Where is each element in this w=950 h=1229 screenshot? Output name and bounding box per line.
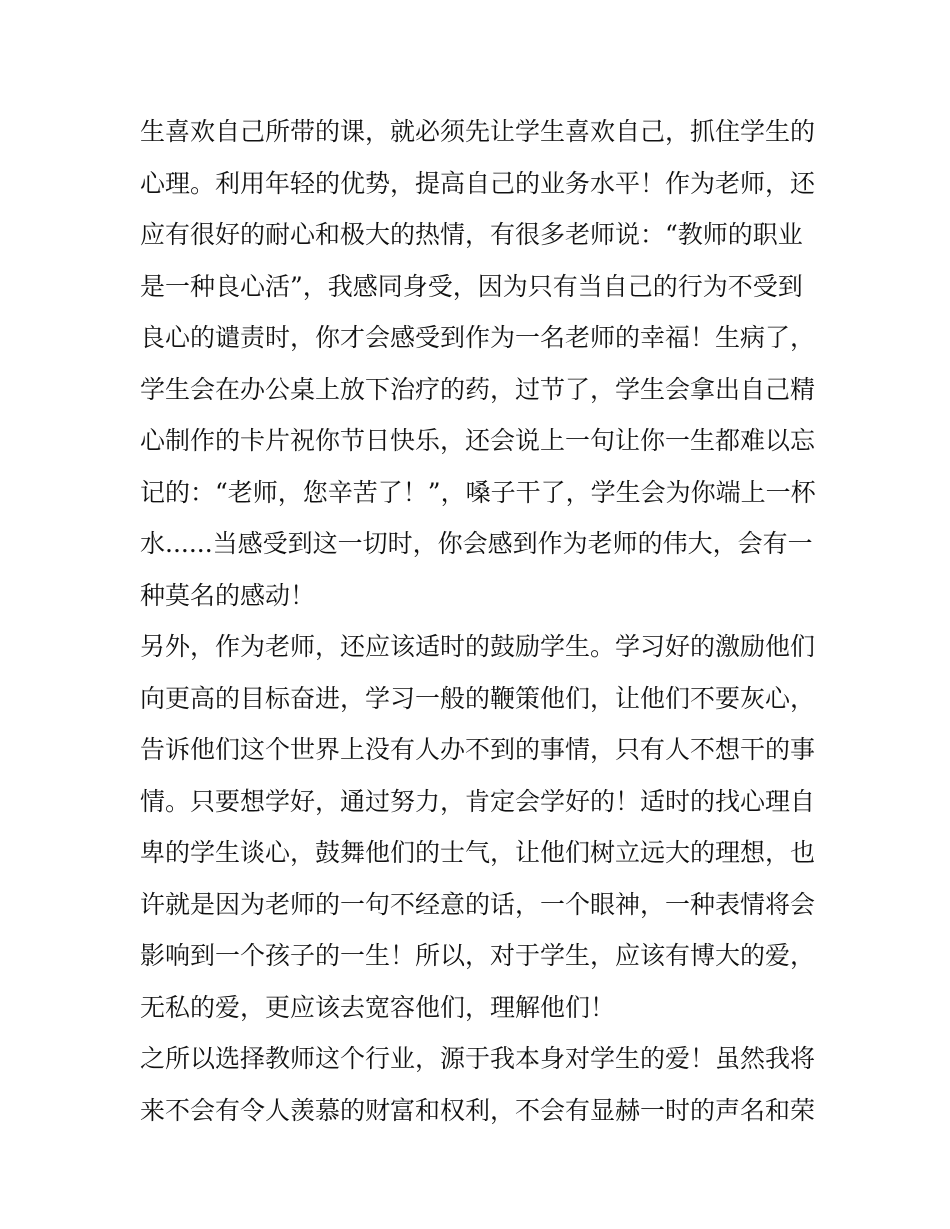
- text-line: 应有很好的耐心和极大的热情，有很多老师说：“教师的职业: [140, 220, 803, 249]
- text-line: 学生会在办公桌上放下治疗的药，过节了，学生会拿出自己精: [140, 374, 816, 404]
- text-line: 心制作的卡片祝你节日快乐，还会说上一句让你一生都难以忘: [140, 426, 816, 455]
- text-line: 卑的学生谈心，鼓舞他们的士气，让他们树立远大的理想，也: [140, 838, 816, 867]
- text-line: 生喜欢自己所带的课，就必须先让学生喜欢自己，抓住学生的: [140, 117, 816, 146]
- text-line: 无私的爱，更应该去宽容他们，理解他们！: [140, 992, 616, 1022]
- text-line: 种莫名的感动！: [140, 580, 316, 610]
- text-line: 是一种良心活”，我感同身受，因为只有当自己的行为不受到: [140, 271, 803, 301]
- text-line: 向更高的目标奋进，学习一般的鞭策他们，让他们不要灰心，: [140, 683, 816, 713]
- text-line: 许就是因为老师的一句不经意的话，一个眼神，一种表情将会: [140, 889, 816, 919]
- text-line: 另外，作为老师，还应该适时的鼓励学生。学习好的激励他们: [140, 632, 816, 661]
- document-body: [140, 106, 820, 1136]
- text-line: 之所以选择教师这个行业，源于我本身对学生的爱！虽然我将: [140, 1044, 816, 1073]
- text-line: 心理。利用年轻的优势，提高自己的业务水平！作为老师，还: [140, 168, 816, 198]
- text-line: 来不会有令人羡慕的财富和权利，不会有显赫一时的声名和荣: [140, 1095, 816, 1125]
- text-line: 告诉他们这个世界上没有人办不到的事情，只有人不想干的事: [140, 735, 816, 764]
- text-line: 良心的谴责时，你才会感受到作为一名老师的幸福！生病了，: [140, 323, 816, 352]
- text-line: 情。只要想学好，通过努力，肯定会学好的！适时的找心理自: [140, 786, 816, 816]
- text-line: 记的：“老师，您辛苦了！”，嗓子干了，学生会为你端上一杯: [140, 477, 816, 507]
- text-line: 影响到一个孩子的一生！所以，对于学生，应该有博大的爱，: [140, 941, 816, 970]
- text-line: 水......当感受到这一切时，你会感到作为老师的伟大，会有一: [140, 529, 813, 558]
